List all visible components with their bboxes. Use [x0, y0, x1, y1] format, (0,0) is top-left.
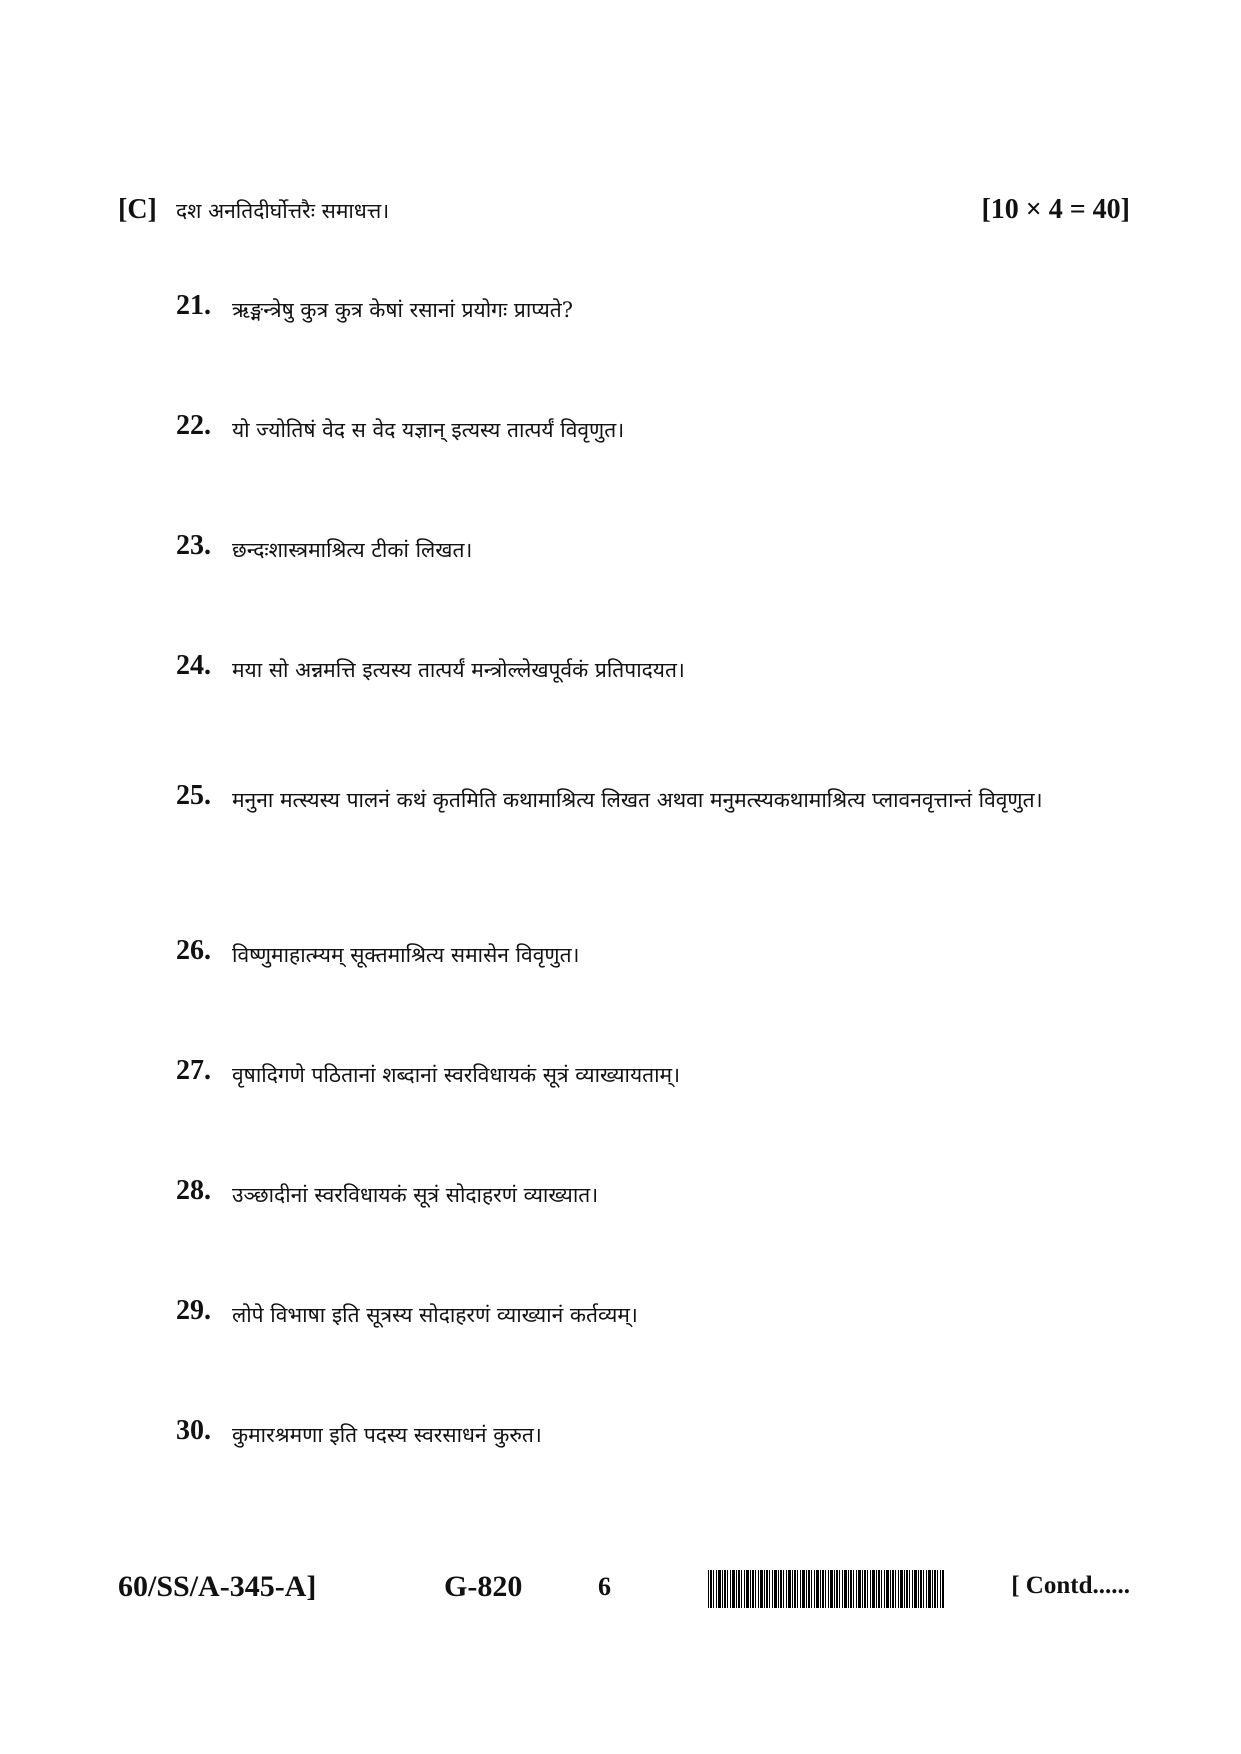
question-text: यो ज्योतिषं वेद स वेद यज्ञान् इत्यस्य तात्पर्यं विवृणुत। [232, 418, 625, 442]
question-number: 30. [176, 1415, 211, 1446]
question-text: कुमारश्रमणा इति पदस्य स्वरसाधनं कुरुत। [232, 1423, 542, 1447]
question-text: लोपे विभाषा इति सूत्रस्य सोदाहरणं व्याख्यानं कर्तव्यम्। [232, 1303, 638, 1327]
section-header [118, 190, 1130, 234]
exam-code: 60/SS/A-345-A] [118, 1570, 317, 1603]
continued-note: [ Contd...... [1011, 1572, 1130, 1599]
page-footer [118, 1566, 1130, 1616]
question-text: मनुना मत्स्यस्य पालनं कथं कृतमिति कथामाश्रित्य लिखत अथवा मनुमत्स्यकथामाश्रित्य प्लावनवृत्तान्तं विवृणुत। [232, 788, 1043, 812]
question-text: छन्दःशास्त्रमाश्रित्य टीकां लिखत। [232, 538, 473, 562]
question-number: 21. [176, 290, 211, 321]
paper-code: G-820 [444, 1570, 523, 1603]
page-number: 6 [598, 1572, 611, 1601]
section-label: [C] [118, 194, 157, 225]
question-number: 25. [176, 780, 211, 811]
question-number: 27. [176, 1055, 211, 1086]
question-number: 23. [176, 530, 211, 561]
question-number: 22. [176, 410, 211, 441]
question-text: विष्णुमाहात्म्यम् सूक्तमाश्रित्य समासेन विवृणुत। [232, 943, 580, 967]
section-instruction: दश अनतिदीर्घोत्तरैः समाधत्त। [176, 199, 390, 223]
question-number: 24. [176, 650, 211, 681]
question-number: 26. [176, 935, 211, 966]
question-number: 28. [176, 1175, 211, 1206]
question-text: वृषादिगणे पठितानां शब्दानां स्वरविधायकं सूत्रं व्याख्यायताम्। [232, 1063, 681, 1087]
question-text: उञ्छादीनां स्वरविधायकं सूत्रं सोदाहरणं व्याख्यात। [232, 1183, 599, 1207]
question-number: 29. [176, 1295, 211, 1326]
section-marks: [10 × 4 = 40] [981, 194, 1130, 225]
question-text: ऋङ्मन्त्रेषु कुत्र कुत्र केषां रसानां प्रयोगः प्राप्यते? [232, 298, 574, 322]
barcode-icon [708, 1570, 944, 1608]
question-text: मया सो अन्नमत्ति इत्यस्य तात्पर्यं मन्त्रोल्लेखपूर्वकं प्रतिपादयत। [232, 658, 685, 682]
